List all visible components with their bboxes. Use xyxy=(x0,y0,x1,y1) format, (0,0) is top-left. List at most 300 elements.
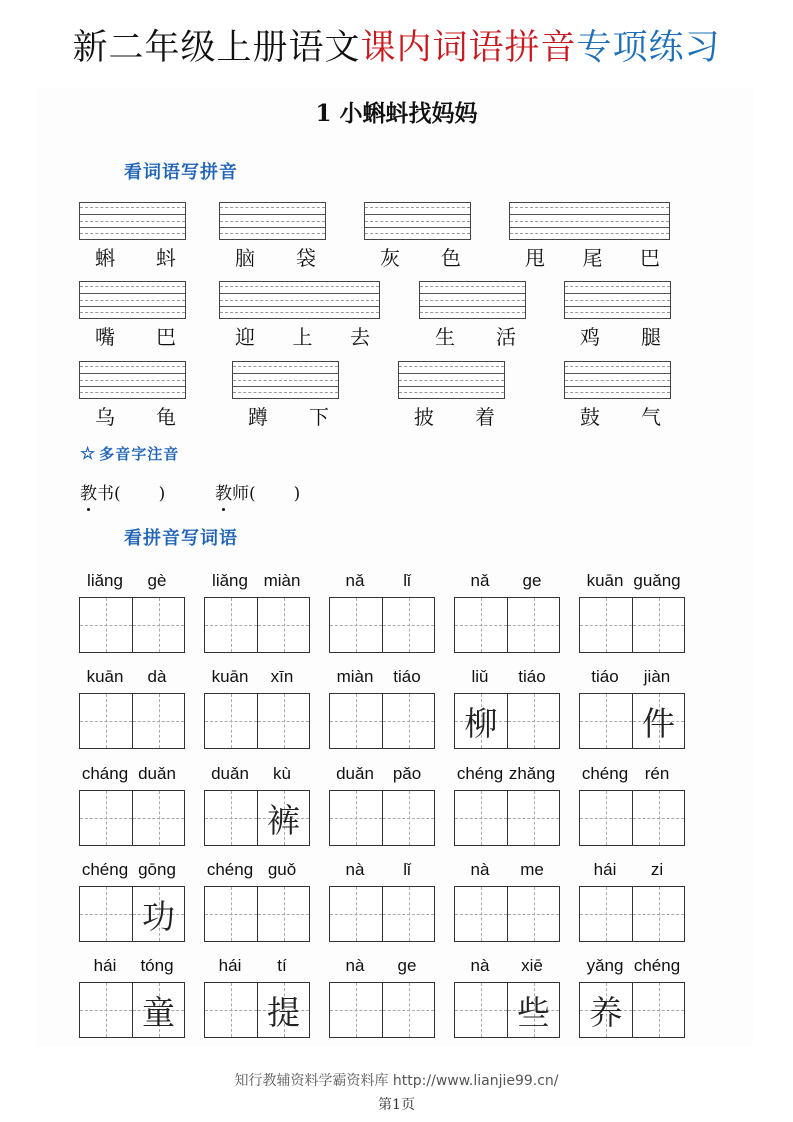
pinyin-writing-box[interactable] xyxy=(79,361,186,399)
tianzi-cell[interactable] xyxy=(632,694,684,748)
pinyin-syllable: dà xyxy=(147,667,167,686)
section-title-write-pinyin: 看词语写拼音 xyxy=(124,162,238,183)
tianzi-grid xyxy=(454,886,560,942)
word-char: 灰 xyxy=(380,246,400,270)
guide-line-dashed xyxy=(220,207,325,208)
pinyin-syllable: gè xyxy=(147,571,167,590)
tianzi-grid xyxy=(204,790,310,846)
cell-character xyxy=(205,983,257,1037)
cell-character xyxy=(205,598,257,652)
tianzi-grid xyxy=(329,790,435,846)
word-char: 尾 xyxy=(582,246,603,270)
pinyin-syllable: ge xyxy=(397,956,417,975)
cell-character xyxy=(133,598,184,652)
guide-line-dashed xyxy=(365,207,470,208)
guide-line-dashed xyxy=(80,286,185,287)
cell-character xyxy=(580,694,632,748)
tianzi-cell[interactable] xyxy=(580,791,632,845)
cell-character: 件 xyxy=(642,703,675,743)
word-char: 气 xyxy=(641,405,661,429)
polyphone-char: 教 xyxy=(80,484,97,504)
pinyin-syllable: guǎng xyxy=(633,571,681,590)
pinyin-syllable: rén xyxy=(644,764,670,783)
word-char: 脑 xyxy=(235,246,255,270)
pinyin-syllable: chéng xyxy=(633,956,681,975)
guide-line xyxy=(565,386,670,387)
tianzi-grid xyxy=(79,982,185,1038)
guide-line-dashed xyxy=(220,312,379,313)
pinyin-writing-box[interactable] xyxy=(79,281,186,319)
guide-line-dashed xyxy=(80,300,185,301)
pinyin-writing-box[interactable] xyxy=(219,202,326,240)
cell-character xyxy=(258,694,309,748)
cell-character xyxy=(133,694,184,748)
word-char: 蝌 xyxy=(95,246,115,270)
tianzi-cell[interactable] xyxy=(507,791,559,845)
polyphone-item-2 xyxy=(215,479,300,504)
word-label xyxy=(248,401,329,430)
tianzi-cell[interactable] xyxy=(205,694,257,748)
word-label xyxy=(580,321,661,350)
guide-line-dashed xyxy=(565,392,670,393)
pinyin-syllable: hái xyxy=(218,956,242,975)
word-char: 上 xyxy=(292,325,313,349)
pinyin-syllable: tiáo xyxy=(591,667,619,686)
cell-character: 功 xyxy=(142,896,175,936)
cell-character xyxy=(580,598,632,652)
tianzi-cell[interactable] xyxy=(257,887,309,941)
polyphone-word-rest: 书( xyxy=(97,484,121,504)
tianzi-cell[interactable] xyxy=(330,983,382,1037)
tianzi-cell[interactable] xyxy=(382,983,434,1037)
pinyin-writing-box[interactable] xyxy=(564,281,671,319)
cell-character xyxy=(633,983,684,1037)
pinyin-syllable: tí xyxy=(277,956,287,975)
pinyin-syllable: nà xyxy=(470,956,490,975)
polyphone-word-rest: 师( xyxy=(232,484,256,504)
word-label xyxy=(95,401,176,430)
tianzi-cell[interactable] xyxy=(632,598,684,652)
cell-character xyxy=(133,791,184,845)
tianzi-cell[interactable] xyxy=(205,598,257,652)
tianzi-cell[interactable] xyxy=(507,694,559,748)
pinyin-syllable: liǔ xyxy=(471,667,489,686)
word-char: 披 xyxy=(414,405,434,429)
tianzi-grid xyxy=(79,886,185,942)
word-label xyxy=(414,401,495,430)
tianzi-cell[interactable] xyxy=(382,887,434,941)
guide-line-dashed xyxy=(420,300,525,301)
guide-line xyxy=(399,373,504,374)
tianzi-grid xyxy=(579,886,685,942)
guide-line-dashed xyxy=(80,207,185,208)
cell-character xyxy=(383,791,434,845)
guide-line xyxy=(420,293,525,294)
tianzi-cell[interactable] xyxy=(132,791,184,845)
word-char: 巴 xyxy=(640,246,660,270)
pinyin-syllable: nà xyxy=(345,956,365,975)
tianzi-cell[interactable] xyxy=(455,983,507,1037)
pinyin-syllable: chéng xyxy=(456,764,504,783)
tianzi-grid xyxy=(329,693,435,749)
word-char: 迎 xyxy=(235,325,255,349)
guide-line-dashed xyxy=(565,312,670,313)
pinyin-syllable: chéng xyxy=(206,860,254,879)
cell-character xyxy=(633,791,684,845)
tianzi-cell[interactable] xyxy=(80,598,132,652)
guide-line-dashed xyxy=(399,392,504,393)
pinyin-syllable: nà xyxy=(470,860,490,879)
cell-character xyxy=(508,887,559,941)
guide-line-dashed xyxy=(420,312,525,313)
guide-line-dashed xyxy=(80,221,185,222)
cell-character xyxy=(455,791,507,845)
guide-line-dashed xyxy=(565,380,670,381)
pinyin-syllable: jiàn xyxy=(643,667,671,686)
tianzi-cell[interactable] xyxy=(205,983,257,1037)
cell-character: 些 xyxy=(517,992,550,1032)
tianzi-grid xyxy=(329,886,435,942)
pinyin-syllable: xiē xyxy=(521,956,543,975)
word-char: 鼓 xyxy=(580,405,600,429)
tianzi-grid xyxy=(79,693,185,749)
pinyin-writing-box[interactable] xyxy=(364,202,471,240)
cell-character xyxy=(80,983,132,1037)
tianzi-grid xyxy=(454,982,560,1038)
word-char: 下 xyxy=(309,405,329,429)
cell-character xyxy=(258,598,309,652)
guide-line xyxy=(565,293,670,294)
guide-line-dashed xyxy=(220,233,325,234)
guide-line xyxy=(510,214,669,215)
word-char: 鸡 xyxy=(580,325,600,349)
pinyin-syllable: chéng xyxy=(81,860,129,879)
tianzi-grid xyxy=(579,597,685,653)
tianzi-cell[interactable] xyxy=(257,983,309,1037)
pinyin-syllable: zi xyxy=(650,860,664,879)
word-label xyxy=(525,242,660,271)
star-icon: ☆ xyxy=(80,444,97,464)
guide-line xyxy=(220,293,379,294)
pinyin-writing-box[interactable] xyxy=(219,281,380,319)
tianzi-grid xyxy=(454,693,560,749)
pinyin-syllable: duǎn xyxy=(336,764,374,783)
pinyin-syllable: liǎng xyxy=(87,571,123,590)
tianzi-grid xyxy=(329,982,435,1038)
polyphone-item-1 xyxy=(80,479,165,504)
word-label xyxy=(235,321,370,350)
guide-line xyxy=(80,306,185,307)
word-char: 蚪 xyxy=(156,246,176,270)
pinyin-syllable: nǎ xyxy=(470,571,490,590)
pinyin-syllable: tóng xyxy=(140,956,174,975)
section-title-write-words: 看拼音写词语 xyxy=(124,528,238,549)
section-title-polyphone xyxy=(80,443,179,464)
cell-character xyxy=(383,694,434,748)
cell-character xyxy=(80,791,132,845)
footer-page-number: 第1页 xyxy=(378,1097,415,1113)
tianzi-cell[interactable] xyxy=(580,983,632,1037)
polyphone-close-paren: ) xyxy=(293,484,301,504)
guide-line-dashed xyxy=(565,366,670,367)
tianzi-cell[interactable] xyxy=(382,791,434,845)
pinyin-syllable: ge xyxy=(522,571,542,590)
word-char: 色 xyxy=(441,246,461,270)
cell-character xyxy=(633,598,684,652)
guide-line-dashed xyxy=(233,380,338,381)
tianzi-cell[interactable] xyxy=(257,791,309,845)
guide-line xyxy=(399,386,504,387)
word-char: 甩 xyxy=(525,246,545,270)
cell-character xyxy=(580,791,632,845)
tianzi-cell[interactable] xyxy=(80,791,132,845)
pinyin-syllable: tiáo xyxy=(518,667,546,686)
cell-character: 裤 xyxy=(267,800,300,840)
word-char: 活 xyxy=(496,325,516,349)
tianzi-grid xyxy=(79,790,185,846)
pinyin-syllable: kuān xyxy=(211,667,249,686)
pinyin-syllable: nǎ xyxy=(345,571,365,590)
tianzi-cell[interactable] xyxy=(80,887,132,941)
tianzi-grid xyxy=(579,790,685,846)
tianzi-cell[interactable] xyxy=(507,598,559,652)
cell-character xyxy=(80,598,132,652)
pinyin-syllable: xīn xyxy=(270,667,294,686)
guide-line-dashed xyxy=(565,286,670,287)
pinyin-syllable: yǎng xyxy=(586,956,624,975)
tianzi-grid xyxy=(454,790,560,846)
guide-line xyxy=(80,386,185,387)
pinyin-syllable: miàn xyxy=(263,571,301,590)
guide-line-dashed xyxy=(365,233,470,234)
guide-line xyxy=(565,306,670,307)
pinyin-syllable: hái xyxy=(93,956,117,975)
guide-line xyxy=(220,214,325,215)
guide-line xyxy=(80,214,185,215)
guide-line xyxy=(365,214,470,215)
cell-character xyxy=(508,791,559,845)
guide-line-dashed xyxy=(80,312,185,313)
cell-character: 提 xyxy=(267,992,300,1032)
header-title-part2: 课内词语拼音 xyxy=(360,28,577,68)
header-title-part1: 新二年级上册语文 xyxy=(72,28,361,68)
word-label xyxy=(435,321,516,350)
guide-line xyxy=(80,293,185,294)
guide-line xyxy=(565,373,670,374)
guide-line-dashed xyxy=(233,392,338,393)
guide-line xyxy=(365,227,470,228)
cell-character: 柳 xyxy=(464,703,498,743)
pinyin-syllable: me xyxy=(520,860,544,879)
tianzi-grid xyxy=(579,982,685,1038)
tianzi-cell[interactable] xyxy=(205,791,257,845)
tianzi-cell[interactable] xyxy=(455,694,507,748)
guide-line-dashed xyxy=(220,286,379,287)
tianzi-cell[interactable] xyxy=(330,598,382,652)
tianzi-cell[interactable] xyxy=(132,598,184,652)
pinyin-syllable: tiáo xyxy=(393,667,421,686)
word-label xyxy=(95,321,176,350)
tianzi-cell[interactable] xyxy=(80,694,132,748)
pinyin-syllable: lǐ xyxy=(403,571,411,590)
cell-character xyxy=(455,598,507,652)
cell-character xyxy=(455,887,507,941)
pinyin-syllable: gōng xyxy=(138,860,176,879)
tianzi-grid xyxy=(204,597,310,653)
tianzi-cell[interactable] xyxy=(257,598,309,652)
guide-line-dashed xyxy=(365,221,470,222)
cell-character xyxy=(508,694,559,748)
pinyin-syllable: hái xyxy=(593,860,617,879)
word-char: 腿 xyxy=(641,325,661,349)
guide-line-dashed xyxy=(233,366,338,367)
tianzi-cell[interactable] xyxy=(330,887,382,941)
tianzi-cell[interactable] xyxy=(132,694,184,748)
tianzi-cell[interactable] xyxy=(205,887,257,941)
guide-line xyxy=(220,227,325,228)
pinyin-writing-box[interactable] xyxy=(232,361,339,399)
tianzi-cell[interactable] xyxy=(455,887,507,941)
word-char: 生 xyxy=(435,325,455,349)
cell-character xyxy=(455,983,507,1037)
pinyin-syllable: duǎn xyxy=(138,764,176,783)
guide-line-dashed xyxy=(399,366,504,367)
word-char: 蹲 xyxy=(248,405,268,429)
guide-line-dashed xyxy=(420,286,525,287)
cell-character xyxy=(383,887,434,941)
tianzi-cell[interactable] xyxy=(632,983,684,1037)
cell-character xyxy=(580,887,632,941)
pinyin-writing-box[interactable] xyxy=(509,202,670,240)
guide-line-dashed xyxy=(220,221,325,222)
pinyin-syllable: kuān xyxy=(586,571,624,590)
tianzi-cell[interactable] xyxy=(382,598,434,652)
tianzi-cell[interactable] xyxy=(507,983,559,1037)
word-label xyxy=(380,242,461,271)
pinyin-syllable: cháng xyxy=(81,764,129,783)
guide-line xyxy=(233,386,338,387)
tianzi-grid xyxy=(204,693,310,749)
word-char: 着 xyxy=(475,405,495,429)
cell-character xyxy=(330,887,382,941)
guide-line xyxy=(420,306,525,307)
tianzi-cell[interactable] xyxy=(132,983,184,1037)
cell-character xyxy=(205,887,257,941)
pinyin-syllable: zhǎng xyxy=(508,764,556,783)
tianzi-cell[interactable] xyxy=(132,887,184,941)
cell-character xyxy=(330,694,382,748)
cell-character xyxy=(383,598,434,652)
tianzi-cell[interactable] xyxy=(507,887,559,941)
tianzi-cell[interactable] xyxy=(382,694,434,748)
pinyin-syllable: guǒ xyxy=(267,860,297,879)
pinyin-writing-box[interactable] xyxy=(564,361,671,399)
pinyin-syllable: chéng xyxy=(581,764,629,783)
guide-line xyxy=(80,373,185,374)
tianzi-cell[interactable] xyxy=(455,598,507,652)
guide-line xyxy=(80,227,185,228)
tianzi-cell[interactable] xyxy=(632,791,684,845)
guide-line xyxy=(220,306,379,307)
guide-line xyxy=(233,373,338,374)
guide-line-dashed xyxy=(220,300,379,301)
cell-character: 童 xyxy=(142,992,175,1032)
guide-line-dashed xyxy=(80,380,185,381)
cell-character xyxy=(633,887,684,941)
cell-character: 养 xyxy=(589,992,623,1032)
polyphone-close-paren: ) xyxy=(158,484,166,504)
polyphone-char: 教 xyxy=(215,484,232,504)
tianzi-cell[interactable] xyxy=(632,887,684,941)
cell-character xyxy=(330,983,382,1037)
word-char: 乌 xyxy=(95,405,115,429)
word-char: 巴 xyxy=(156,325,176,349)
word-char: 袋 xyxy=(296,246,316,270)
pinyin-syllable: duǎn xyxy=(211,764,249,783)
guide-line-dashed xyxy=(565,300,670,301)
pinyin-syllable: kù xyxy=(273,764,291,783)
pinyin-syllable: lǐ xyxy=(403,860,411,879)
guide-line-dashed xyxy=(510,221,669,222)
pinyin-syllable: miàn xyxy=(336,667,374,686)
pinyin-writing-box[interactable] xyxy=(398,361,505,399)
tianzi-cell[interactable] xyxy=(80,983,132,1037)
word-char: 嘴 xyxy=(95,325,115,349)
tianzi-cell[interactable] xyxy=(455,791,507,845)
cell-character xyxy=(80,694,132,748)
tianzi-grid xyxy=(204,886,310,942)
cell-character xyxy=(205,694,257,748)
page-header xyxy=(0,24,793,72)
tianzi-cell[interactable] xyxy=(330,791,382,845)
cell-character xyxy=(508,598,559,652)
lesson-title: 1 小蝌蚪找妈妈 xyxy=(315,100,478,127)
word-label xyxy=(235,242,316,271)
tianzi-grid xyxy=(579,693,685,749)
guide-line-dashed xyxy=(80,233,185,234)
word-char: 龟 xyxy=(156,405,176,429)
pinyin-syllable: kuān xyxy=(86,667,124,686)
cell-character xyxy=(383,983,434,1037)
word-char: 去 xyxy=(350,325,370,349)
word-label xyxy=(95,242,176,271)
cell-character xyxy=(258,887,309,941)
pinyin-syllable: nà xyxy=(345,860,365,879)
tianzi-grid xyxy=(329,597,435,653)
guide-line xyxy=(510,227,669,228)
guide-line-dashed xyxy=(399,380,504,381)
cell-character xyxy=(205,791,257,845)
pinyin-syllable: pǎo xyxy=(392,764,422,783)
tianzi-grid xyxy=(454,597,560,653)
tianzi-grid xyxy=(204,982,310,1038)
footer-source: 知行教辅资料学霸资料库 http://www.lianjie99.cn/ xyxy=(234,1073,559,1089)
tianzi-cell[interactable] xyxy=(330,694,382,748)
tianzi-grid xyxy=(79,597,185,653)
cell-character xyxy=(80,887,132,941)
pinyin-writing-box[interactable] xyxy=(79,202,186,240)
word-label xyxy=(580,401,661,430)
tianzi-cell[interactable] xyxy=(580,598,632,652)
tianzi-cell[interactable] xyxy=(580,887,632,941)
tianzi-cell[interactable] xyxy=(257,694,309,748)
section-title-polyphone-text: 多音字注音 xyxy=(99,445,180,463)
pinyin-writing-box[interactable] xyxy=(419,281,526,319)
cell-character xyxy=(330,791,382,845)
tianzi-cell[interactable] xyxy=(580,694,632,748)
cell-character xyxy=(330,598,382,652)
guide-line-dashed xyxy=(510,233,669,234)
